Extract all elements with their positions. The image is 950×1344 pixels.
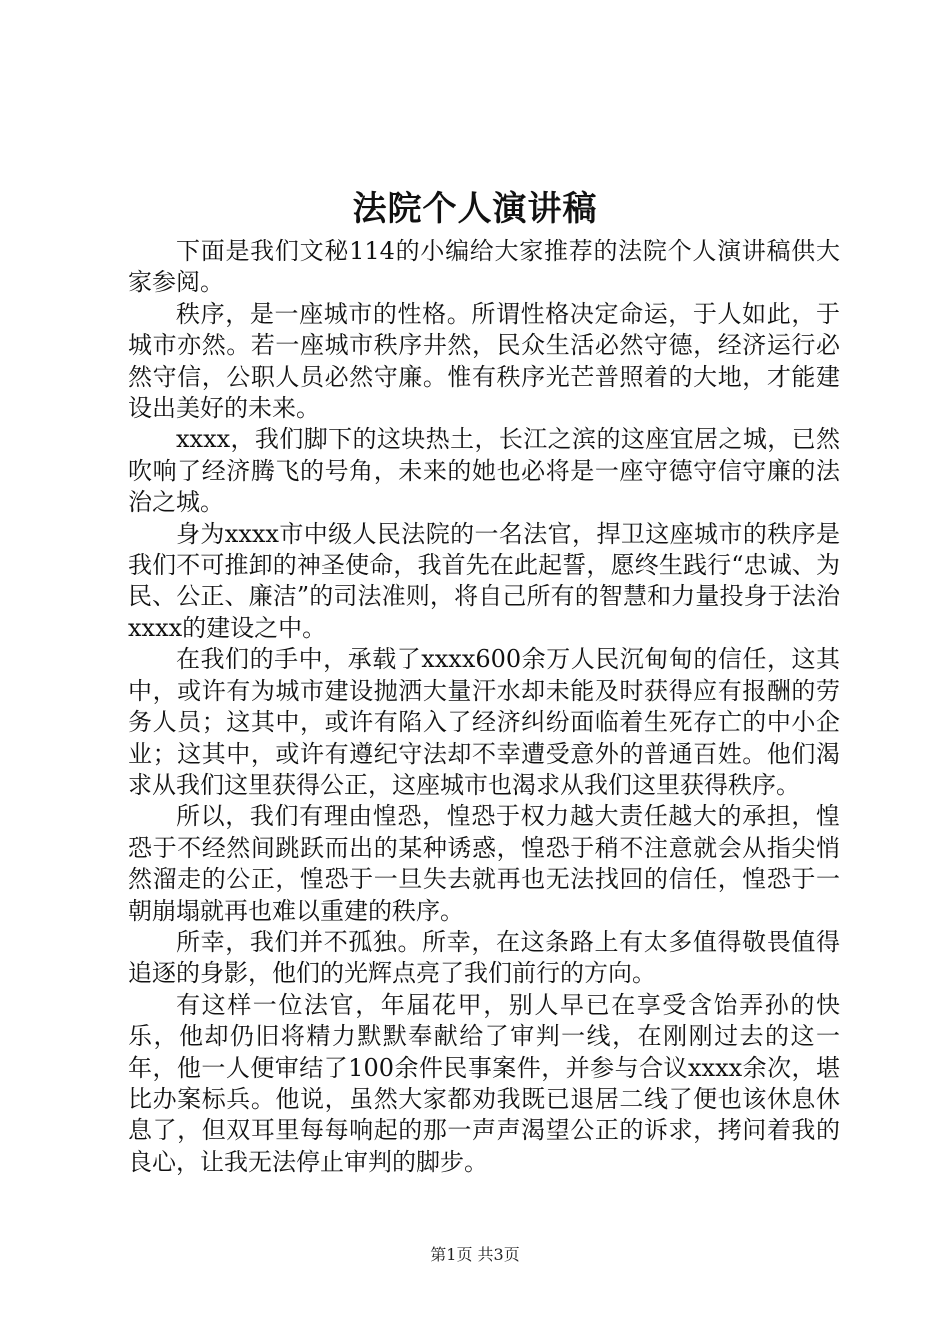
paragraph-mission: 身为xxxx市中级人民法院的一名法官，捍卫这座城市的秩序是我们不可推卸的神圣使命，我首先在此起誓，愿终生践行“忠诚、为民、公正、廉洁”的司法准则，将自己所有的智慧和力量投身于法治xxxx的建设之中。 xyxy=(128,519,840,642)
paragraph-fear: 所以，我们有理由惶恐，惶恐于权力越大责任越大的承担，惶恐于不经然间跳跃而出的某种诱惑，惶恐于稍不注意就会从指尖悄然溜走的公正，惶恐于一旦失去就再也无法找回的信任，惶恐于一朝崩塌就再也难以重建的秩序。 xyxy=(128,802,840,925)
paragraph-city: xxxx，我们脚下的这块热土，长江之滨的这座宜居之城，已然吹响了经济腾飞的号角，未来的她也必将是一座守德守信守廉的法治之城。 xyxy=(128,425,840,517)
page-number-footer: 第1页 共3页 xyxy=(430,1245,520,1264)
document-title: 法院个人演讲稿 xyxy=(352,189,598,229)
paragraph-intro: 下面是我们文秘114的小编给大家推荐的法院个人演讲稿供大家参阅。 xyxy=(128,237,840,297)
paragraph-order: 秩序，是一座城市的性格。所谓性格决定命运，于人如此，于城市亦然。若一座城市秩序井然，民众生活必然守德，经济运行必然守信，公职人员必然守廉。惟有秩序光芒普照着的大地，才能建设出美好的未来。 xyxy=(128,299,840,423)
paragraph-not-alone: 所幸，我们并不孤独。所幸，在这条路上有太多值得敬畏值得追逐的身影，他们的光辉点亮了我们前行的方向。 xyxy=(128,927,840,988)
document-body xyxy=(128,236,840,1178)
paragraph-judge-example: 有这样一位法官，年届花甲，别人早已在享受含饴弄孙的快乐，他却仍旧将精力默默奉献给了审判一线，在刚刚过去的这一年，他一人便审结了100余件民事案件，并参与合议xxxx余次，堪比办案标兵。他说，虽然大家都劝我既已退居二线了便也该休息休息了，但双耳里每每响起的那一声声渴望公正的诉求，拷问着我的良心，让我无法停止审判的脚步。 xyxy=(128,990,840,1176)
paragraph-trust: 在我们的手中，承载了xxxx600余万人民沉甸甸的信任，这其中，或许有为城市建设抛洒大量汗水却未能及时获得应有报酬的劳务人员；这其中，或许有陷入了经济纠纷面临着生死存亡的中小企业；这其中，或许有遵纪守法却不幸遭受意外的普通百姓。他们渴求从我们这里获得公正，这座城市也渴求从我们这里获得秩序。 xyxy=(128,645,840,799)
